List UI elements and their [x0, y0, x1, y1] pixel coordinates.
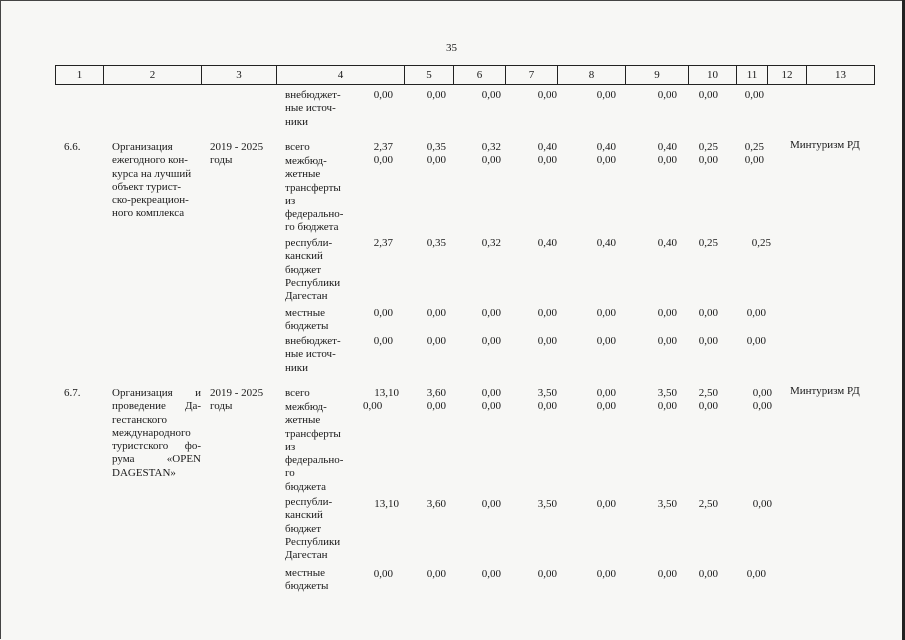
value-cell: 0,00 0,00	[596, 387, 616, 413]
period: 2019 - 2025 годы	[210, 387, 264, 413]
value-cell: 0,00	[657, 335, 677, 347]
value-cell: 2,50	[698, 498, 718, 510]
value-cell: 0,35	[426, 237, 446, 249]
value-cell: 0,00	[657, 307, 677, 319]
value-cell: 0,00	[698, 307, 718, 319]
value-cell: 0,00	[596, 335, 616, 347]
header-col-1: 1	[56, 66, 104, 84]
value-cell: 3,50	[537, 498, 557, 510]
source-label: внебюджет- ные источ- ники	[285, 89, 341, 128]
value-cell: 0,00	[537, 89, 557, 101]
header-col-6: 6	[454, 66, 506, 84]
value-cell: 0,00	[481, 89, 501, 101]
header-col-11: 11	[737, 66, 768, 84]
value-cell: 0,00 0,00	[752, 387, 772, 413]
value-cell: 0,00	[481, 307, 501, 319]
header-col-5: 5	[405, 66, 454, 84]
value-cell: 0,40	[596, 237, 616, 249]
header-col-7: 7	[506, 66, 558, 84]
row-number: 6.6.	[64, 141, 81, 153]
value-cell: 13,10	[374, 498, 399, 510]
value-cell: 0,00	[373, 307, 393, 319]
value-cell: 0,00	[426, 568, 446, 580]
value-cell: 0,00	[596, 568, 616, 580]
value-cell: 0,32	[481, 237, 501, 249]
value-cell: 0,00	[657, 568, 677, 580]
executor: Минтуризм РД	[790, 139, 860, 151]
source-extra-label: внебюджет- ные источ- ники	[285, 335, 341, 374]
value-cell: 0,40 0,00	[596, 141, 616, 167]
value-cell: 0,00	[657, 89, 677, 101]
value-cell: 0,00	[746, 307, 766, 319]
value-cell: 0,40	[537, 237, 557, 249]
value-cell: 2,37	[373, 237, 393, 249]
value-cell: 0,00	[373, 89, 393, 101]
value-cell: 0,00	[596, 307, 616, 319]
measure-name: Организация и проведение Да- гестанского международного туристского фо- рума «OPEN DAGESTAN»	[112, 387, 201, 479]
value-cell: 0,00	[752, 498, 772, 510]
value-cell: 0,25 0,00	[698, 141, 718, 167]
value-cell: 0,25 0,00	[744, 141, 764, 167]
header-col-3: 3	[202, 66, 277, 84]
value-cell: 3,60 0,00	[426, 387, 446, 413]
value-cell: 0,00	[481, 498, 501, 510]
value-cell: 0,00	[596, 498, 616, 510]
period: 2019 - 2025 годы	[210, 141, 264, 167]
value-cell: 0,00	[537, 307, 557, 319]
value-cell: 0,00	[373, 568, 393, 580]
value-cell: 0,00	[596, 89, 616, 101]
source-local-label: местные бюджеты	[285, 567, 329, 593]
value-cell: 2,50 0,00	[698, 387, 718, 413]
value-cell: 0,00	[698, 568, 718, 580]
source-local-label: местные бюджеты	[285, 307, 329, 333]
value-cell: 0,40 0,00	[537, 141, 557, 167]
source-total-label: всего	[285, 141, 310, 153]
value-cell: 0,40	[657, 237, 677, 249]
value-cell: 3,50 0,00	[537, 387, 557, 413]
header-col-13: 13	[835, 69, 846, 81]
value-cell: 13,10 0,00	[363, 387, 399, 413]
value-cell: 0,00	[698, 335, 718, 347]
measure-name: Организация ежегодного кон- курса на лучший объект турист- ско-рекреацион- ного комплекса	[112, 141, 192, 220]
value-cell: 0,00	[426, 335, 446, 347]
page-number: 35	[446, 42, 457, 54]
value-cell: 0,00	[537, 568, 557, 580]
value-cell: 0,25	[751, 237, 771, 249]
value-cell: 0,35 0,00	[426, 141, 446, 167]
value-cell: 0,25	[698, 237, 718, 249]
header-col-4: 4	[277, 66, 405, 84]
value-cell: 3,60	[426, 498, 446, 510]
value-cell: 0,00	[373, 335, 393, 347]
value-cell: 0,40 0,00	[657, 141, 677, 167]
source-federal-label: межбюд- жетные трансферты из федерально- го бюджета	[285, 401, 344, 493]
value-cell: 0,00	[426, 307, 446, 319]
value-cell: 3,50 0,00	[657, 387, 677, 413]
table-header-row	[55, 65, 875, 85]
header-col-8: 8	[558, 66, 626, 84]
source-republic-label: республи- канский бюджет Республики Дагестан	[285, 237, 341, 303]
value-cell: 0,00	[426, 89, 446, 101]
source-total-label: всего	[285, 387, 310, 399]
value-cell: 0,00	[746, 568, 766, 580]
value-cell: 0,00	[537, 335, 557, 347]
value-cell: 0,00 0,00	[481, 387, 501, 413]
value-cell: 0,00	[746, 335, 766, 347]
value-cell: 0,00	[481, 335, 501, 347]
header-col-12: 12	[768, 66, 807, 84]
value-cell: 0,00	[698, 89, 718, 101]
header-col-2: 2	[104, 66, 202, 84]
header-col-10: 10	[689, 66, 737, 84]
row-number: 6.7.	[64, 387, 81, 399]
value-cell: 3,50	[657, 498, 677, 510]
source-republic-label: республи- канский бюджет Республики Дагестан	[285, 496, 341, 562]
header-col-9: 9	[626, 66, 689, 84]
value-cell: 2,37 0,00	[373, 141, 393, 167]
value-cell: 0,00	[481, 568, 501, 580]
value-cell: 0,32 0,00	[481, 141, 501, 167]
value-cell: 0,00	[744, 89, 764, 101]
source-federal-label: межбюд- жетные трансферты из федерально- го бюджета	[285, 155, 344, 234]
executor: Минтуризм РД	[790, 385, 860, 397]
